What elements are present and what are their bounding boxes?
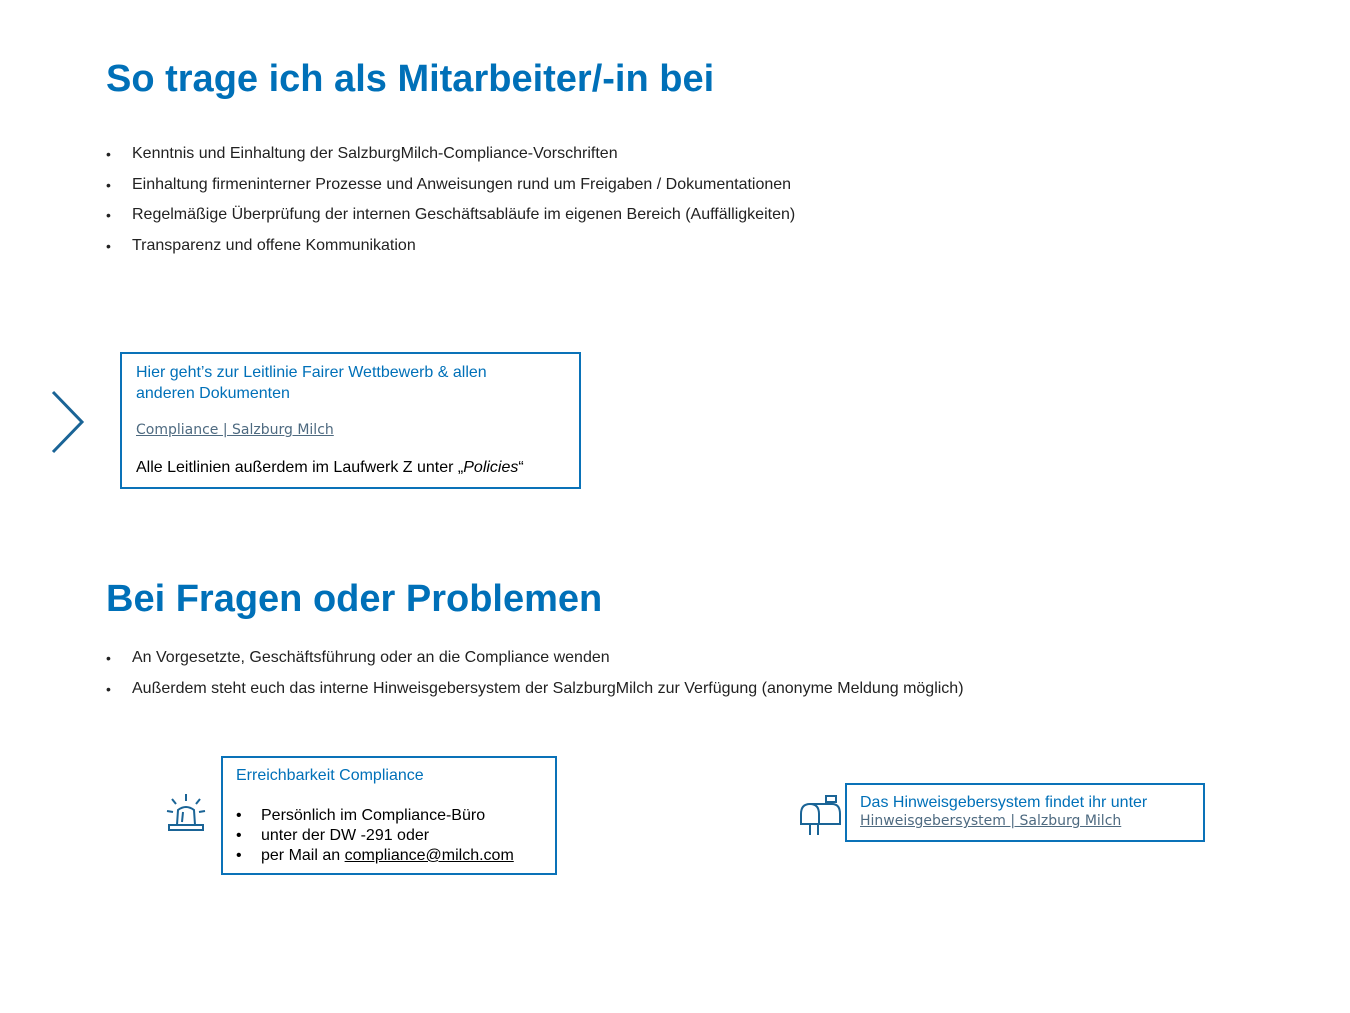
contact-list [236,806,543,866]
list-item: • per Mail an compliance@milch.com [236,847,514,864]
whistleblower-info-box [845,783,1205,842]
siren-icon [164,792,208,836]
list-item: • Kenntnis und Einhaltung der SalzburgMilch-Compliance-Vorschriften [106,145,618,162]
compliance-email-link[interactable]: compliance@milch.com [344,847,514,864]
list-item: • Persönlich im Compliance-Büro [236,807,486,824]
chevron-right-icon [50,390,86,454]
section-title-contribution: So trage ich als Mitarbeiter/-in bei [106,58,715,100]
mailbox-icon [798,794,844,838]
whistleblower-box-title: Das Hinweisgebersystem findet ihr unter [860,794,1148,811]
list-item: • Transparenz und offene Kommunikation [106,236,416,254]
documents-info-box [120,352,581,489]
compliance-link[interactable]: Compliance | Salzburg Milch [136,422,334,438]
list-item: • unter der DW -291 oder [236,827,430,844]
questions-list [106,648,964,709]
list-item: • Regelmäßige Überprüfung der internen Geschäftsabläufe im eigenen Bereich (Auffälligkeiten) [106,206,796,223]
section-title-questions: Bei Fragen oder Problemen [106,578,603,620]
contact-box-title: Erreichbarkeit Compliance [236,767,424,784]
contribution-list [106,144,795,266]
policies-note: Alle Leitlinien außerdem im Laufwerk Z unter „Policies“ [136,459,524,476]
list-item: • Außerdem steht euch das interne Hinweisgebersystem der SalzburgMilch zur Verfügung (anonyme Meldung möglich) [106,679,964,697]
documents-box-title: Hier geht’s zur Leitlinie Fairer Wettbewerb & allen anderen Dokumenten [136,364,487,402]
contact-info-box [221,756,557,875]
list-item: • An Vorgesetzte, Geschäftsführung oder an die Compliance wenden [106,649,610,666]
whistleblower-link[interactable]: Hinweisgebersystem | Salzburg Milch [860,813,1122,829]
list-item: • Einhaltung firmeninterner Prozesse und Anweisungen rund um Freigaben / Dokumentationen [106,175,792,193]
